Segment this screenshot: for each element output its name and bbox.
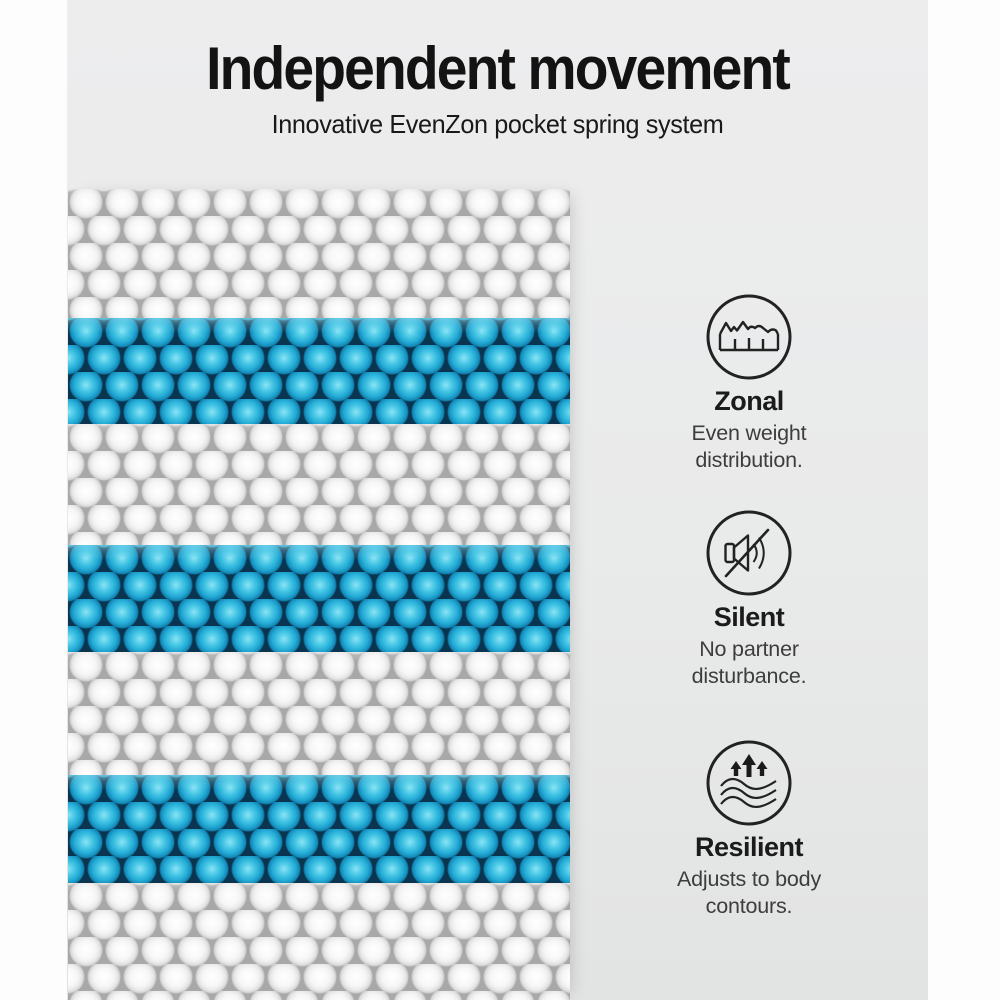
feature-zonal — [662, 293, 836, 474]
feature-resilient — [662, 739, 836, 920]
spring-band-blue — [68, 775, 570, 883]
feature-description: Even weight distribution. — [691, 421, 807, 473]
muted-speaker-icon — [705, 509, 793, 597]
feature-description: Adjusts to body contours. — [676, 867, 821, 919]
feature-list — [662, 0, 836, 1000]
spring-band-blue — [68, 318, 570, 424]
rebound-waves-icon — [705, 739, 793, 827]
feature-silent — [662, 509, 836, 690]
feature-title: Silent — [713, 602, 785, 632]
spring-band-white — [68, 652, 570, 775]
spring-band-blue — [68, 545, 570, 652]
spring-band-white — [68, 883, 570, 1000]
feature-title: Resilient — [694, 832, 804, 862]
right-margin-strip — [928, 0, 1000, 1000]
zoned-mattress-icon — [705, 293, 793, 381]
feature-description: No partner disturbance. — [691, 637, 807, 689]
mattress-photo — [68, 189, 570, 1000]
spring-band-white — [68, 424, 570, 545]
page-subtitle: Innovative EvenZon pocket spring system — [271, 109, 724, 140]
feature-title: Zonal — [714, 386, 784, 416]
left-margin-strip — [0, 0, 67, 1000]
page-title: Independent movement — [206, 35, 789, 102]
spring-band-white — [68, 189, 570, 318]
